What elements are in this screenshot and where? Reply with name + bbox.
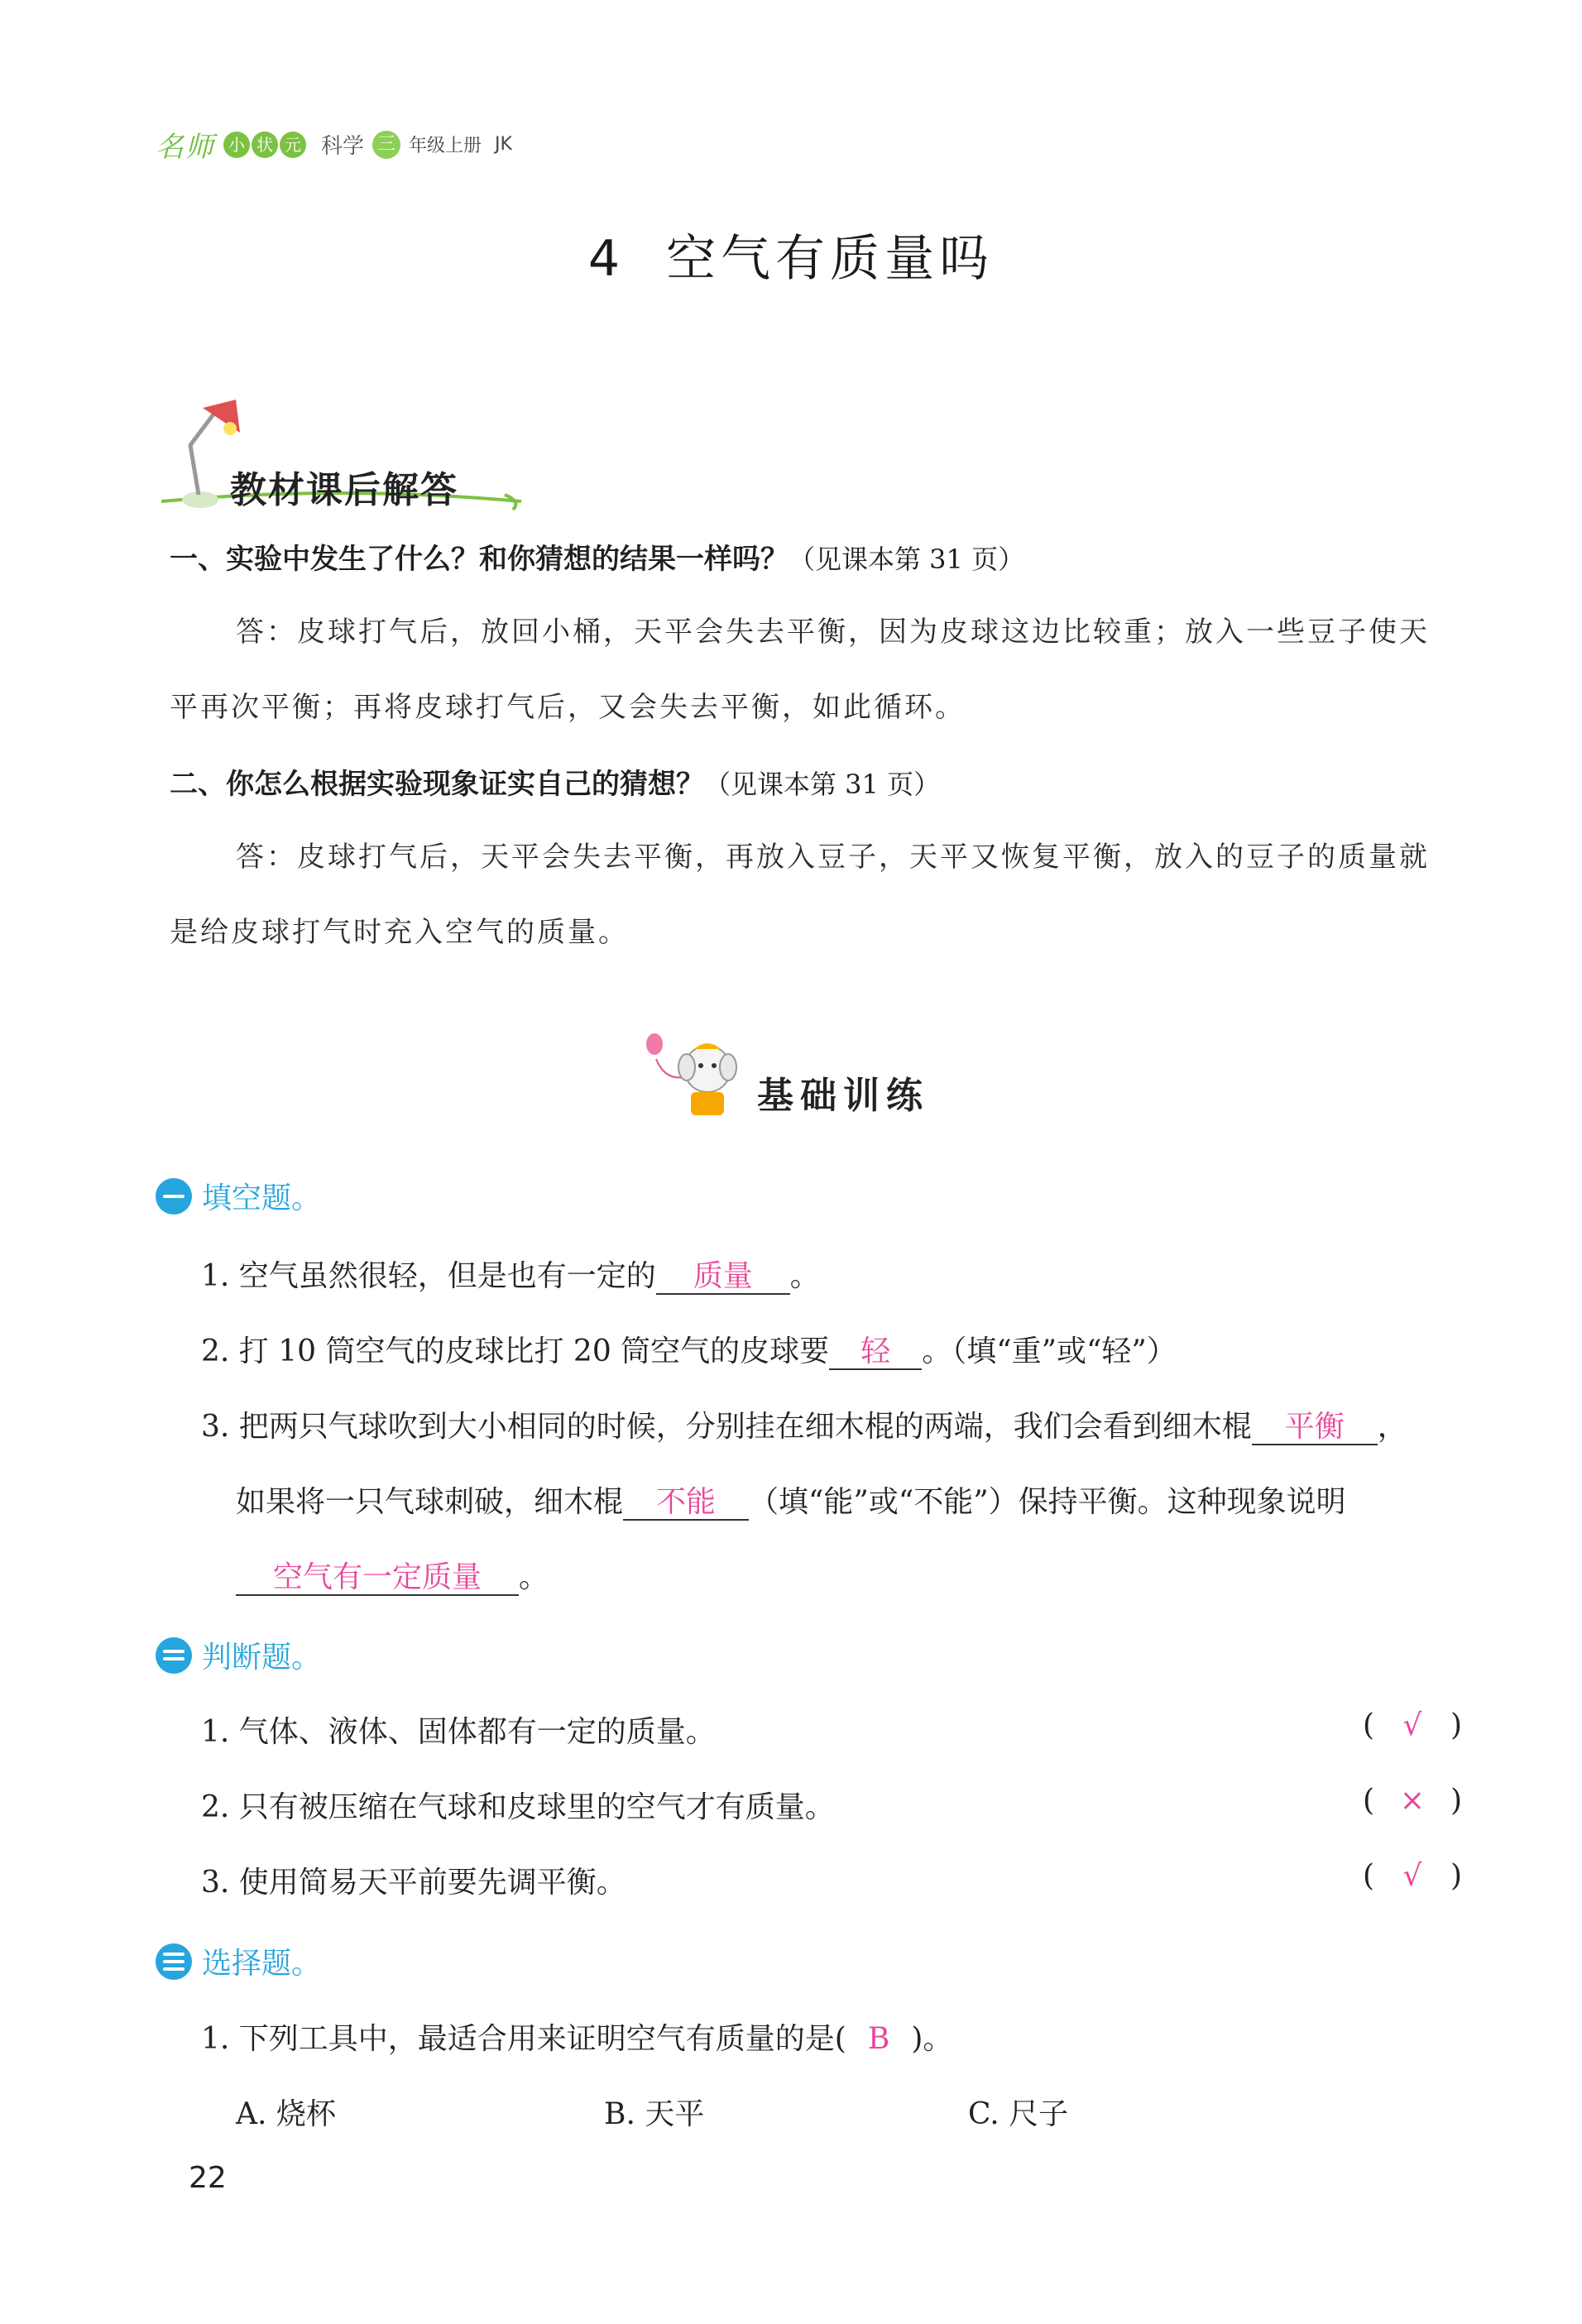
answer-2: 答：皮球打气后，天平会失去平衡，再放入豆子，天平又恢复平衡，放入的豆子的质量就 是给皮球打气时充入空气的质量。: [170, 841, 1430, 949]
fill-item-3-line-2: 如果将一只气球刺破，细木棍 不能 （填“能”或“不能”）保持平衡。这种现象说明: [236, 1485, 1346, 1519]
fill-item-3: 3. 把两只气球吹到大小相同的时候，分别挂在细木棍的两端，我们会看到细木棍 平衡 ，: [201, 1410, 1407, 1444]
judge-item-3: 3. 使用简易天平前要先调平衡。: [201, 1866, 626, 1900]
section-judge: [156, 1634, 321, 1676]
choice-item-1: 1. 下列工具中，最适合用来证明空气有质量的是( B )。: [201, 2022, 953, 2056]
section-label: 判断题。: [202, 1641, 322, 1675]
grade: 年级上册: [409, 136, 482, 156]
section-2-badge-icon: [156, 1637, 192, 1674]
basic-training-banner: [641, 1026, 989, 1125]
page-ref: （见课本第 31 页）: [704, 769, 941, 800]
judge-answer-1: ( √ ): [1363, 1708, 1462, 1742]
judge-item-1: 1. 气体、液体、固体都有一定的质量。: [201, 1715, 716, 1749]
answer-blank: 质量: [656, 1260, 790, 1295]
elephant-icon: [641, 1026, 757, 1125]
answer-blank: 轻: [829, 1335, 922, 1370]
grade-mark: 三: [372, 131, 400, 159]
banner-title: 教材课后解答: [230, 469, 458, 511]
option-c: C. 尺子: [968, 2097, 1069, 2131]
check-mark: √: [1402, 1708, 1422, 1742]
section-choice: [156, 1940, 321, 1982]
section-1-badge-icon: [156, 1178, 192, 1215]
fill-item-2: 2. 打 10 筒空气的皮球比打 20 筒空气的皮球要 轻 。（填“重”或“轻”）: [201, 1335, 1177, 1368]
option-a: A. 烧杯: [236, 2097, 336, 2131]
question-1: 一、实验中发生了什么？和你猜想的结果一样吗？（见课本第 31 页）: [170, 543, 1025, 576]
section-label: 选择题。: [202, 1947, 322, 1981]
brand-name: 名师: [156, 131, 215, 164]
judge-item-2: 2. 只有被压缩在气球和皮球里的空气才有质量。: [201, 1790, 835, 1824]
banner-title: 基础训练: [757, 1075, 929, 1117]
lesson-title-text: 空气有质量吗: [666, 230, 995, 288]
choice-answer: B: [867, 2022, 890, 2056]
section-3-badge-icon: [156, 1943, 192, 1980]
question-2: 二、你怎么根据实验现象证实自己的猜想？（见课本第 31 页）: [170, 768, 941, 801]
answer-1: 答：皮球打气后，放回小桶，天平会失去平衡，因为皮球这边比较重；放入一些豆子使天 平再次平衡；再将皮球打气后，又会失去平衡，如此循环。: [170, 616, 1430, 724]
subject: 科学: [321, 134, 365, 159]
fill-item-1: 1. 空气虽然很轻，但是也有一定的 质量 。: [201, 1259, 820, 1293]
lesson-number: 4: [587, 230, 626, 288]
page-number: 22: [189, 2161, 227, 2195]
edition: JK: [495, 134, 512, 155]
answer-blank: 空气有一定质量: [236, 1561, 519, 1596]
judge-answer-3: ( √ ): [1363, 1859, 1462, 1893]
answer-blank: 平衡: [1252, 1411, 1378, 1445]
judge-answer-2: ( × ): [1363, 1784, 1462, 1818]
check-mark: √: [1402, 1859, 1422, 1893]
fill-item-3-line-3: 空气有一定质量 。: [236, 1554, 549, 1596]
section-fill-blank: [156, 1175, 321, 1217]
page-ref: （见课本第 31 页）: [789, 544, 1025, 575]
option-b: B. 天平: [604, 2097, 705, 2131]
brand-series-logo: 小 状 元: [223, 132, 306, 158]
textbook-answers-banner: [157, 395, 521, 520]
answer-blank: 不能: [623, 1486, 749, 1521]
lesson-title: [0, 219, 1582, 290]
cross-mark: ×: [1399, 1784, 1426, 1818]
book-header: [156, 124, 512, 165]
section-label: 填空题。: [202, 1181, 322, 1215]
